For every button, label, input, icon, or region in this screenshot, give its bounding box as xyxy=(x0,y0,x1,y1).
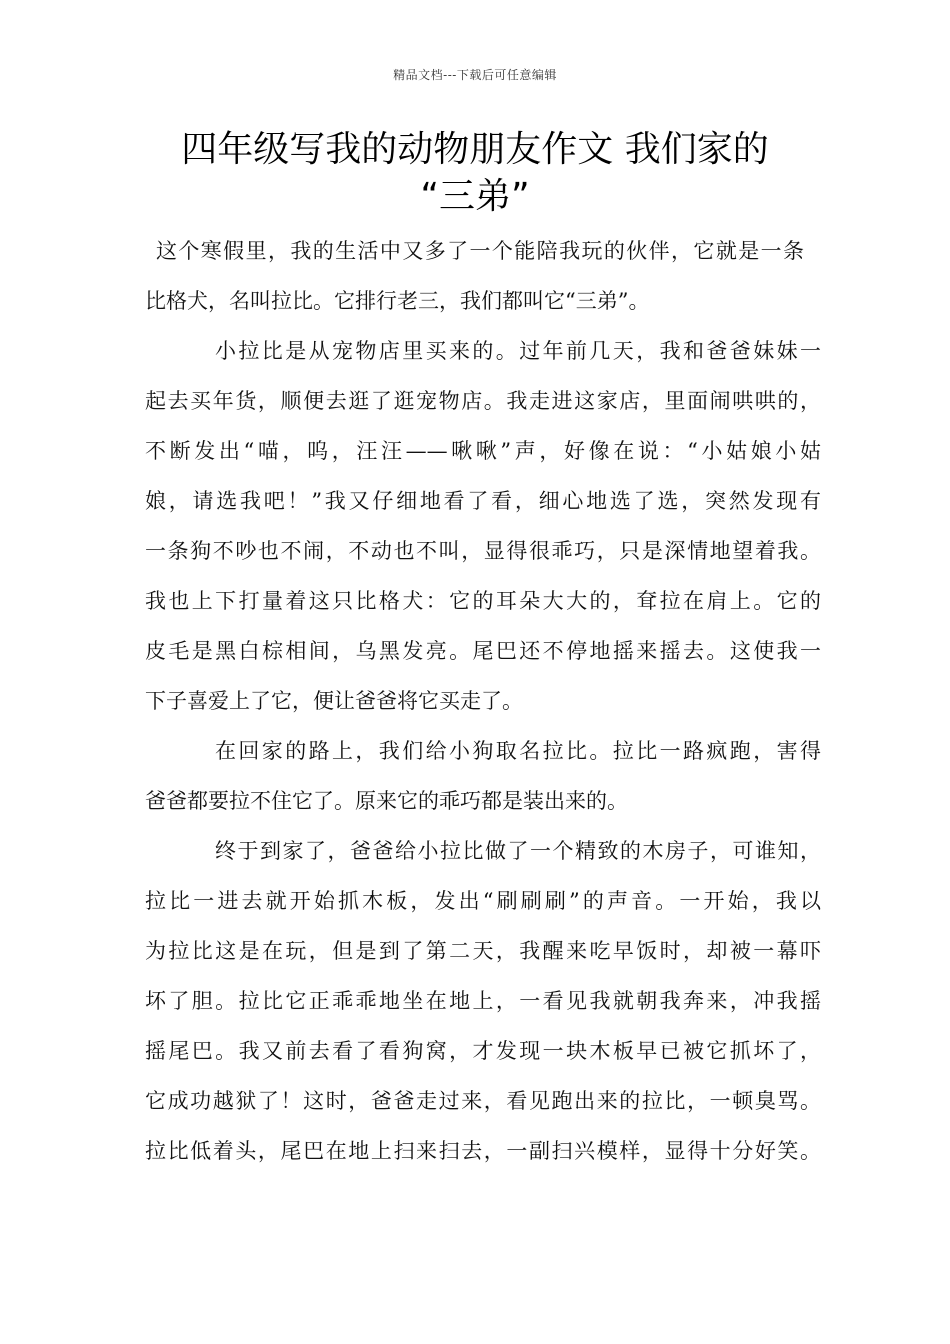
title-line-1: 四年级写我的动物朋友作文 我们家的 xyxy=(181,129,769,170)
text-line: 拉比一进去就开始抓木板，发出“刷刷刷”的声音。一开始，我以 xyxy=(145,889,821,913)
text-line: 它成功越狱了！这时，爸爸走过来，看见跑出来的拉比，一顿臭骂。 xyxy=(145,1089,821,1113)
text-line: 我也上下打量着这只比格犬：它的耳朵大大的，耷拉在肩上。它的 xyxy=(145,589,821,613)
text-line: 不断发出“喵，呜，汪汪——啾啾”声，好像在说：“小姑娘小姑 xyxy=(145,439,821,463)
text-line: 摇尾巴。我又前去看了看狗窝，才发现一块木板早已被它抓坏了， xyxy=(145,1039,821,1063)
text-line: 皮毛是黑白棕相间，乌黑发亮。尾巴还不停地摇来摇去。这使我一 xyxy=(145,639,821,663)
page-header: 精品文档---下载后可任意编辑 xyxy=(393,68,557,82)
text-line: 比格犬，名叫拉比。它排行老三，我们都叫它“三弟”。 xyxy=(145,289,650,313)
text-line: 小拉比是从宠物店里买来的。过年前几天，我和爸爸妹妹一 xyxy=(215,339,821,363)
title-line-2: “三弟” xyxy=(420,176,530,217)
text-line: 娘，请选我吧！”我又仔细地看了看，细心地选了选，突然发现有 xyxy=(145,489,821,513)
text-line: 终于到家了，爸爸给小拉比做了一个精致的木房子，可谁知， xyxy=(215,839,821,863)
text-line: 在回家的路上，我们给小狗取名拉比。拉比一路疯跑，害得 xyxy=(215,739,821,763)
text-line: 一条狗不吵也不闹，不动也不叫，显得很乖巧，只是深情地望着我。 xyxy=(145,539,821,563)
text-line: 拉比低着头，尾巴在地上扫来扫去，一副扫兴模样，显得十分好笑。 xyxy=(145,1139,821,1163)
text-line: 爸爸都要拉不住它了。原来它的乖巧都是装出来的。 xyxy=(145,789,628,813)
text-line: 坏了胆。拉比它正乖乖地坐在地上，一看见我就朝我奔来，冲我摇 xyxy=(145,989,821,1013)
text-line: 起去买年货，顺便去逛了逛宠物店。我走进这家店，里面闹哄哄的， xyxy=(145,389,821,413)
text-line: 为拉比这是在玩，但是到了第二天，我醒来吃早饭时，却被一幕吓 xyxy=(145,939,821,963)
text-line: 下子喜爱上了它，便让爸爸将它买走了。 xyxy=(145,689,523,713)
text-line: 这个寒假里，我的生活中又多了一个能陪我玩的伙伴，它就是一条 xyxy=(156,239,804,263)
